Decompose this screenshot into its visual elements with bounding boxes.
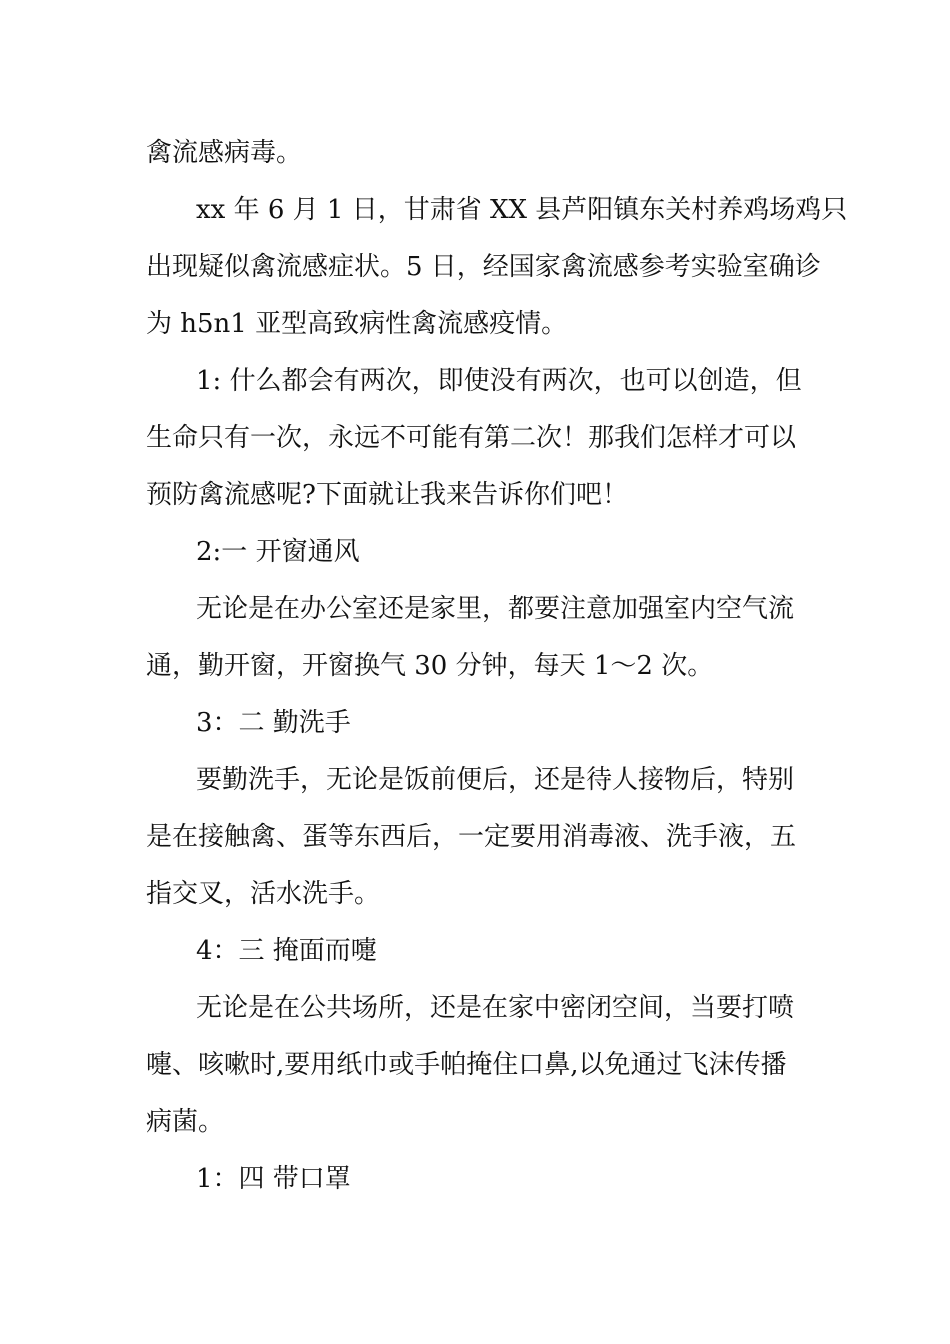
section-heading: 4：三 掩面而嚏 xyxy=(196,936,377,966)
text-line: 无论是在办公室还是家里，都要注意加强室内空气流 xyxy=(196,594,795,624)
text-line: 通，勤开窗，开窗换气 30 分钟，每天 1～2 次。 xyxy=(146,651,714,681)
text-line: 禽流感病毒。 xyxy=(146,138,303,168)
text-line: 无论是在公共场所，还是在家中密闭空间，当要打喷 xyxy=(196,993,795,1023)
text-line: 预防禽流感呢?下面就让我来告诉你们吧！ xyxy=(146,480,628,510)
text-line: 病菌。 xyxy=(146,1107,225,1137)
text-line: 指交叉，活水洗手。 xyxy=(146,879,381,909)
text-line: xx 年 6 月 1 日，甘肃省 XX 县芦阳镇东关村养鸡场鸡只 xyxy=(196,195,848,225)
text-line: 是在接触禽、蛋等东西后，一定要用消毒液、洗手液，五 xyxy=(146,822,797,852)
text-line: 为 h5n1 亚型高致病性禽流感疫情。 xyxy=(146,309,568,339)
section-heading: 2:一 开窗通风 xyxy=(196,537,360,567)
text-line: 出现疑似禽流感症状。5 日，经国家禽流感参考实验室确诊 xyxy=(146,252,821,282)
section-heading: 1：四 带口罩 xyxy=(196,1164,351,1194)
text-line: 生命只有一次，永远不可能有第二次！那我们怎样才可以 xyxy=(146,423,797,453)
text-line: 嚏、咳嗽时,要用纸巾或手帕掩住口鼻,以免通过飞沫传播 xyxy=(146,1050,787,1080)
text-line: 要勤洗手，无论是饭前便后，还是待人接物后，特别 xyxy=(196,765,795,795)
section-heading: 3：二 勤洗手 xyxy=(196,708,351,738)
text-line: 1: 什么都会有两次，即使没有两次，也可以创造，但 xyxy=(196,366,802,396)
